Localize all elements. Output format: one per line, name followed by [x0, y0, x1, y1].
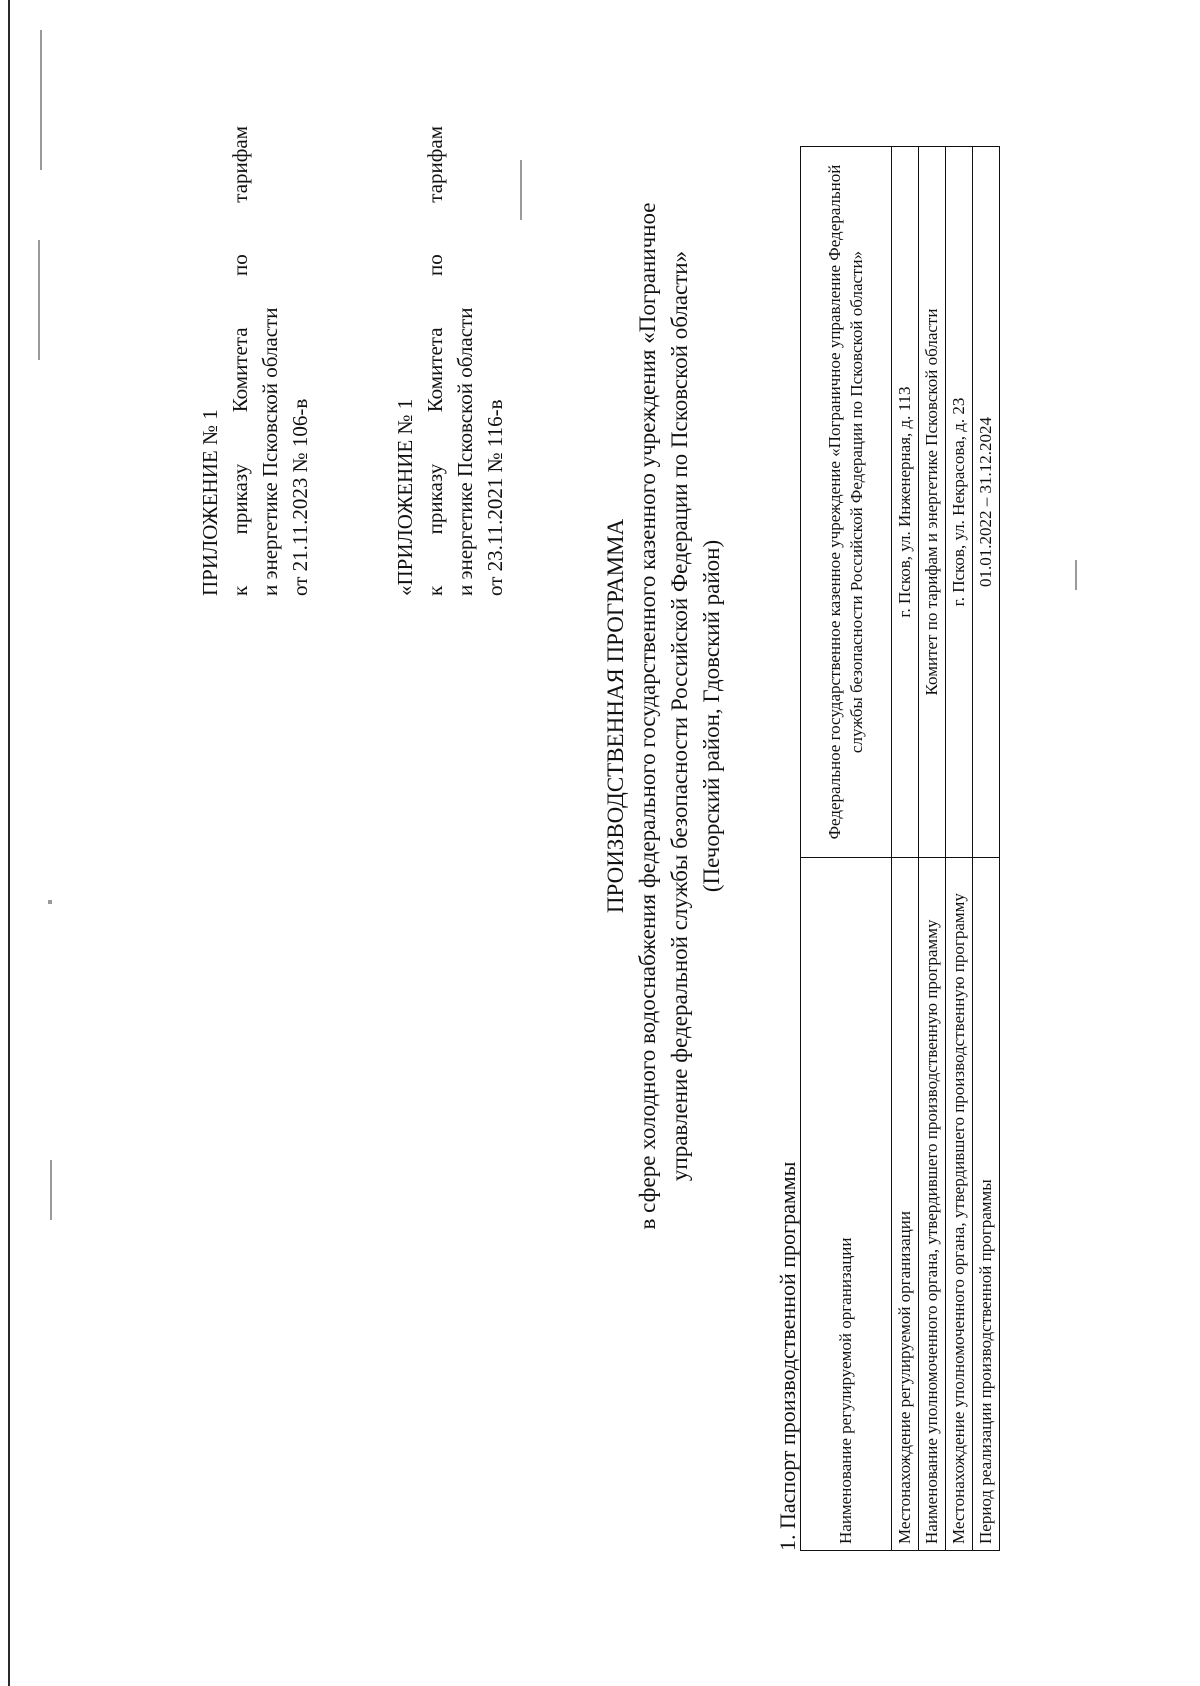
row-value: 01.01.2022 – 31.12.2024 [973, 147, 1000, 858]
stamp-word: приказу [228, 463, 252, 535]
stamp-word: к [423, 585, 447, 596]
table-row [946, 147, 973, 1551]
stamp-word: по [228, 254, 252, 276]
table-row [919, 147, 946, 1551]
stamp-word: приказу [423, 463, 447, 535]
stamp-title: ПРИЛОЖЕНИЕ № 1 [198, 409, 222, 596]
row-label: Местонахождение регулируемой организации [892, 858, 919, 1551]
document-subtitle-line: управление федеральной службы безопасности Российской Федерации по Псковской области» [667, 250, 692, 1182]
row-label: Наименование уполномоченного органа, утвердившего производственную программу [919, 858, 946, 1551]
stamp-word: Комитета [423, 327, 447, 413]
row-label: Местонахождение уполномоченного органа, утвердившего производственную программу [946, 858, 973, 1551]
stamp-line [225, 126, 255, 596]
table-row [801, 147, 892, 1551]
stamp-line [420, 126, 450, 596]
stamp-date: от 23.11.2021 № 116-в [483, 399, 507, 596]
stamp-line: и энергетике Псковской области [453, 307, 477, 596]
row-value: г. Псков, ул. Инженерная, д. 113 [892, 147, 919, 858]
row-label: Период реализации производственной программы [973, 858, 1000, 1551]
stamp-word: к [228, 585, 252, 596]
row-value: г. Псков, ул. Некрасова, д. 23 [946, 147, 973, 858]
document-title-block [600, 46, 728, 1386]
row-value: Федеральное государственное казенное учреждение «Пограничное управление Федеральной службы безопасности Российской Федерации по Псковской области» [801, 147, 892, 858]
table-row [892, 147, 919, 1551]
stamp-word: по [423, 254, 447, 276]
section-heading: 1. Паспорт производственной программы [775, 1161, 800, 1551]
row-value: Комитет по тарифам и энергетике Псковской области [919, 147, 946, 858]
stamp-line: и энергетике Псковской области [258, 307, 282, 596]
document-subtitle-line: (Печорский район, Гдовский район) [699, 539, 724, 893]
row-label: Наименование регулируемой организации [801, 858, 892, 1551]
stamp-word: тарифам [228, 126, 252, 203]
stamp-title: «ПРИЛОЖЕНИЕ № 1 [393, 398, 417, 596]
passport-table [800, 146, 1000, 1551]
stamp-date: от 21.11.2023 № 106-в [288, 398, 312, 596]
document-subtitle-line: в сфере холодного водоснабжения федерального государственного казенного учреждения «Пограничное [635, 202, 660, 1230]
table-row [973, 147, 1000, 1551]
stamp-word: Комитета [228, 327, 252, 413]
approval-stamp-current [195, 126, 315, 596]
approval-stamp-previous [390, 126, 510, 596]
document-title: ПРОИЗВОДСТВЕННАЯ ПРОГРАММА [603, 518, 628, 914]
stamp-word: тарифам [423, 126, 447, 203]
